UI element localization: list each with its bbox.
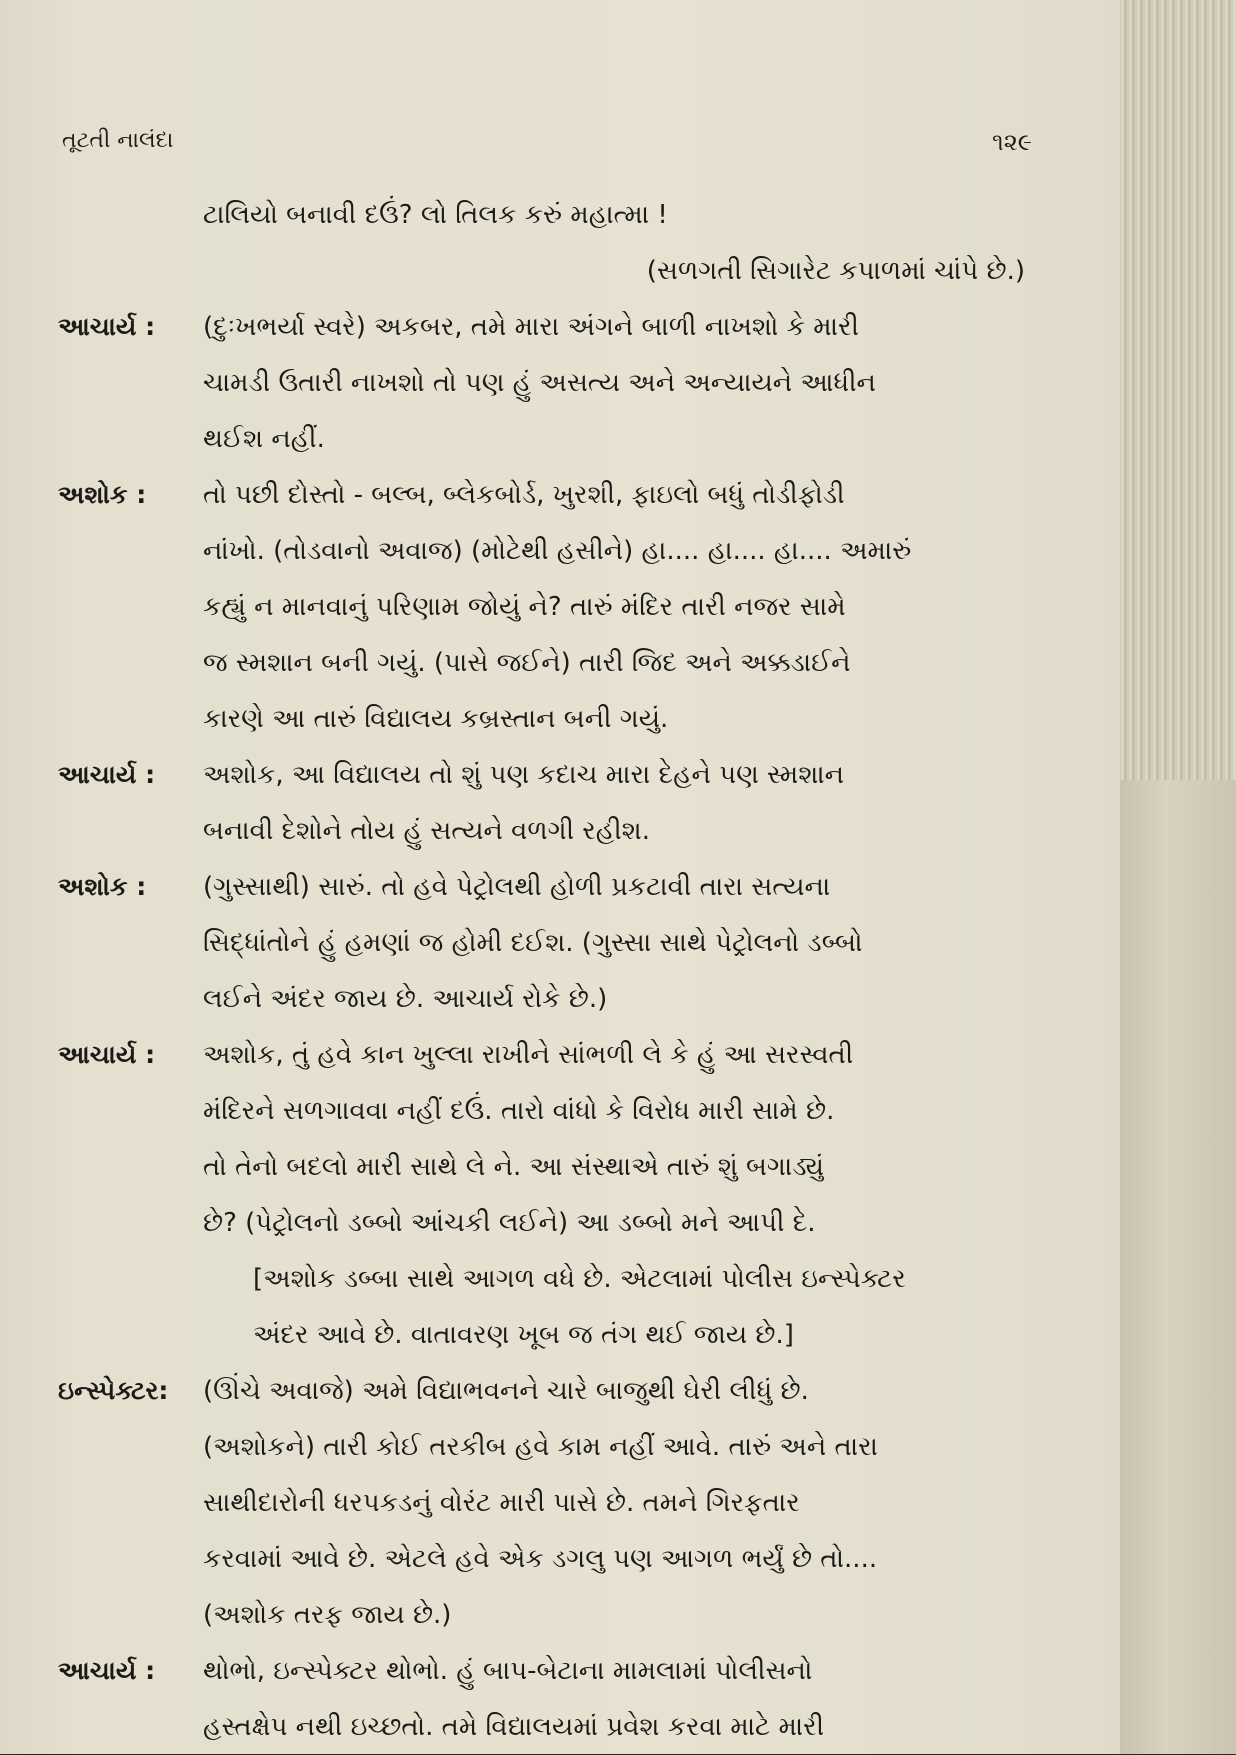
- line-text: મંદિરને સળગાવવા નહીં દઉં. તારો વાંધો કે વિરોધ મારી સામે છે.: [203, 1096, 835, 1126]
- dialogue-block: [58, 1643, 1033, 1699]
- stage-direction: (સળગતી સિગારેટ કપાળમાં ચાંપે છે.): [646, 256, 1025, 286]
- speaker-name: આચાર્ય :: [58, 312, 156, 341]
- line-text: જ સ્મશાન બની ગયું. (પાસે જઈને) તારી જિદ અને અક્કડાઈને: [203, 648, 851, 678]
- script-text: [58, 187, 1033, 1755]
- dialogue-block: [58, 299, 1033, 355]
- stage-direction: અંદર આવે છે. વાતાવરણ ખૂબ જ તંગ થઈ જાય છે.]: [253, 1320, 794, 1350]
- line-text: કારણે આ તારું વિદ્યાલય કબ્રસ્તાન બની ગયું.: [203, 704, 669, 734]
- dialogue-block: [58, 1363, 1033, 1419]
- line-text: કરવામાં આવે છે. એટલે હવે એક ડગલુ પણ આગળ ભર્યું છે તો....: [203, 1544, 878, 1574]
- page-edges: [1120, 0, 1236, 1754]
- line-text: (અશોક તરફ જાય છે.): [203, 1600, 452, 1630]
- line-text: છે? (પેટ્રોલનો ડબ્બો આંચકી લઈને) આ ડબ્બો મને આપી દે.: [203, 1208, 816, 1238]
- line-text: તો તેનો બદલો મારી સાથે લે ને. આ સંસ્થાએ તારું શું બગાડ્યું: [203, 1152, 824, 1182]
- speaker-name: ઇન્સ્પેક્ટર:: [58, 1376, 169, 1405]
- page-number: ૧૨૯: [991, 128, 1032, 156]
- dialogue-block: [58, 467, 1033, 523]
- line-text: (ગુસ્સાથી) સારું. તો હવે પેટ્રોલથી હોળી પ્રકટાવી તારા સત્યના: [203, 872, 831, 902]
- speaker-name: આચાર્ય :: [58, 1040, 156, 1069]
- line-text: થોભો, ઇન્સ્પેક્ટર થોભો. હું બાપ-બેટાના મામલામાં પોલીસનો: [203, 1656, 813, 1686]
- line-text: (અશોકને) તારી કોઈ તરકીબ હવે કામ નહીં આવે. તારું અને તારા: [203, 1432, 878, 1462]
- line-text: અશોક, તું હવે કાન ખુલ્લા રાખીને સાંભળી લે કે હું આ સરસ્વતી: [203, 1040, 854, 1070]
- running-title: તૂટતી નાલંદા: [62, 128, 174, 153]
- line-text: તો પછી દોસ્તો - બલ્બ, બ્લેકબોર્ડ, ખુરશી, ફાઇલો બધું તોડીફોડી: [203, 480, 845, 510]
- line-text: થઈશ નહીં.: [203, 424, 325, 454]
- speaker-name: અશોક :: [58, 480, 147, 509]
- speaker-name: આચાર્ય :: [58, 1656, 156, 1685]
- line-text: ટાલિયો બનાવી દઉં? લો તિલક કરું મહાત્મા !: [203, 200, 668, 230]
- speaker-name: અશોક :: [58, 872, 147, 901]
- line-text: કહ્યું ન માનવાનું પરિણામ જોયું ને? તારું મંદિર તારી નજર સામે: [203, 592, 846, 622]
- dialogue-line: [203, 187, 1033, 243]
- line-text: હસ્તક્ષેપ નથી ઇચ્છતો. તમે વિદ્યાલયમાં પ્રવેશ કરવા માટે મારી: [203, 1712, 825, 1742]
- line-text: સાથીદારોની ધરપકડનું વોરંટ મારી પાસે છે. તમને ગિરફતાર: [203, 1488, 800, 1518]
- line-text: લઈને અંદર જાય છે. આચાર્ય રોકે છે.): [203, 984, 608, 1014]
- line-text: સિદ્ધાંતોને હું હમણાં જ હોમી દઈશ. (ગુસ્સા સાથે પેટ્રોલનો ડબ્બો: [203, 928, 863, 958]
- dialogue-block: [58, 859, 1033, 915]
- line-text: અશોક, આ વિદ્યાલય તો શું પણ કદાચ મારા દેહને પણ સ્મશાન: [203, 760, 845, 790]
- line-text: (ઊંચે અવાજે) અમે વિદ્યાભવનને ચારે બાજુથી ઘેરી લીધું છે.: [203, 1376, 809, 1406]
- page-fold: [1120, 780, 1236, 1754]
- page-header: [62, 128, 1032, 158]
- line-text: બનાવી દેશોને તોય હું સત્યને વળગી રહીશ.: [203, 816, 650, 846]
- speaker-name: આચાર્ય :: [58, 760, 156, 789]
- line-text: નાંખો. (તોડવાનો અવાજ) (મોટેથી હસીને) હા.... હા.... હા.... અમારું: [203, 536, 912, 566]
- line-text: ચામડી ઉતારી નાખશો તો પણ હું અસત્ય અને અન્યાયને આધીન: [203, 368, 876, 398]
- dialogue-block: [58, 1027, 1033, 1083]
- dialogue-block: [58, 747, 1033, 803]
- line-text: (દુઃખભર્યા સ્વરે) અકબર, તમે મારા અંગને બાળી નાખશો કે મારી: [203, 312, 859, 342]
- stage-direction: [અશોક ડબ્બા સાથે આગળ વધે છે. એટલામાં પોલીસ ઇન્સ્પેક્ટર: [253, 1264, 906, 1294]
